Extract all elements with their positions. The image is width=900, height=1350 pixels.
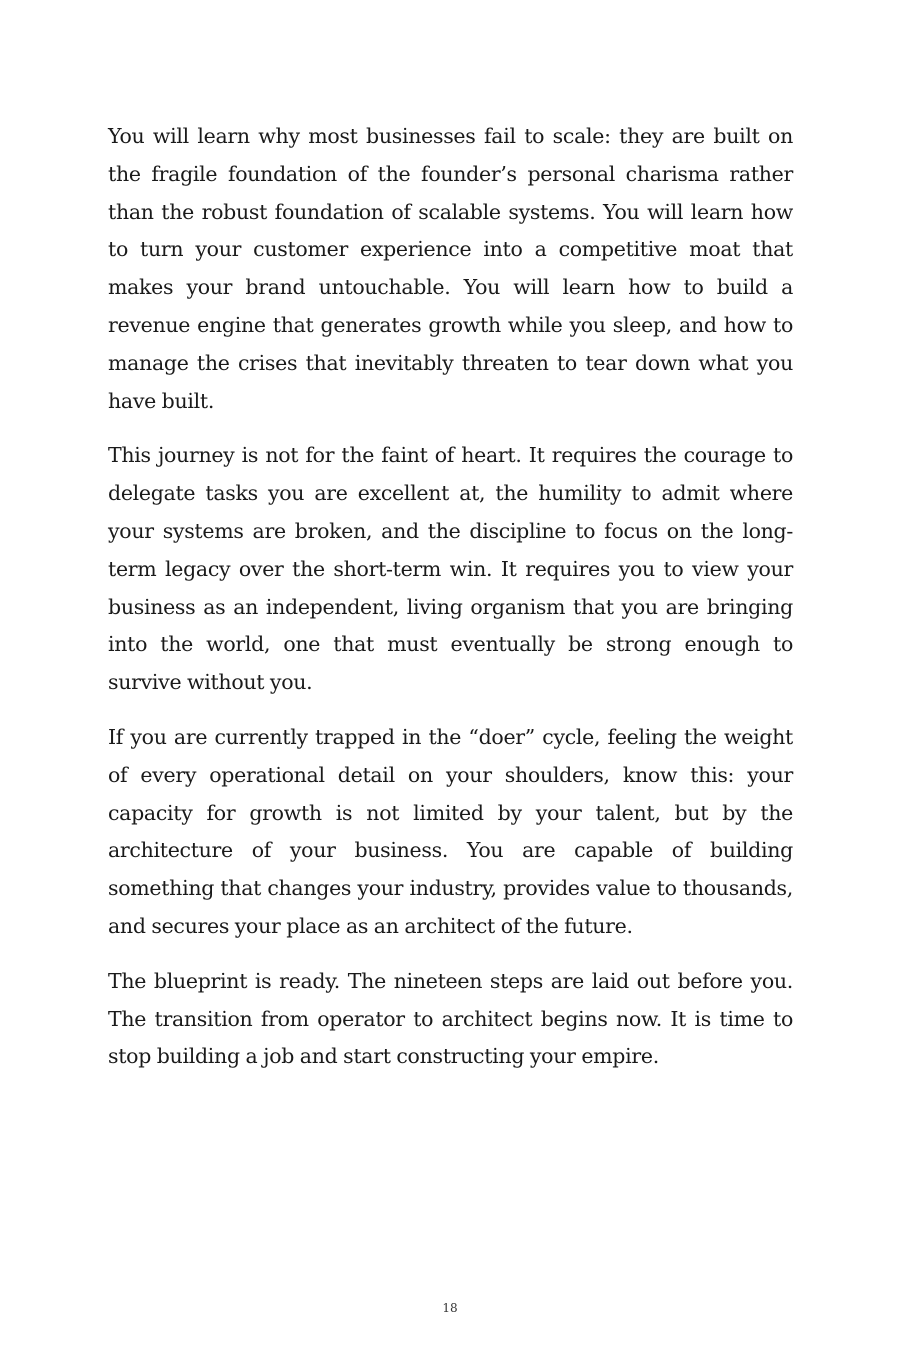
page-number: 18 [442,1301,458,1315]
paragraph-4: The blueprint is ready. The nineteen steps are laid out before you. The transition from operator to architect begins now. It is time to stop building a job and start constructing your empire. [108,968,793,1069]
body-text [108,118,793,1076]
paragraph-3: If you are currently trapped in the “doer” cycle, feeling the weight of every operational detail on your shoulders, know this: your capacity for growth is not limited by your talent, but by the architecture of your business. You are capable of building something that changes your industry, provides value to thousands, and secures your place as an architect of the future. [108,724,793,938]
paragraph-2: This journey is not for the faint of heart. It requires the courage to delegate tasks you are excellent at, the humility to admit where your systems are broken, and the discipline to focus on the long-term legacy over the short-term win. It requires you to view your business as an independent, living organism that you are bringing into the world, one that must eventually be strong enough to survive without you. [108,443,793,695]
paragraph-1: You will learn why most businesses fail to scale: they are built on the fragile foundation of the founder’s personal charisma rather than the robust foundation of scalable systems. You will learn how to turn your customer experience into a competitive moat that makes your brand untouchable. You will learn how to build a revenue engine that generates growth while you sleep, and how to manage the crises that inevitably threaten to tear down what you have built. [108,124,793,413]
